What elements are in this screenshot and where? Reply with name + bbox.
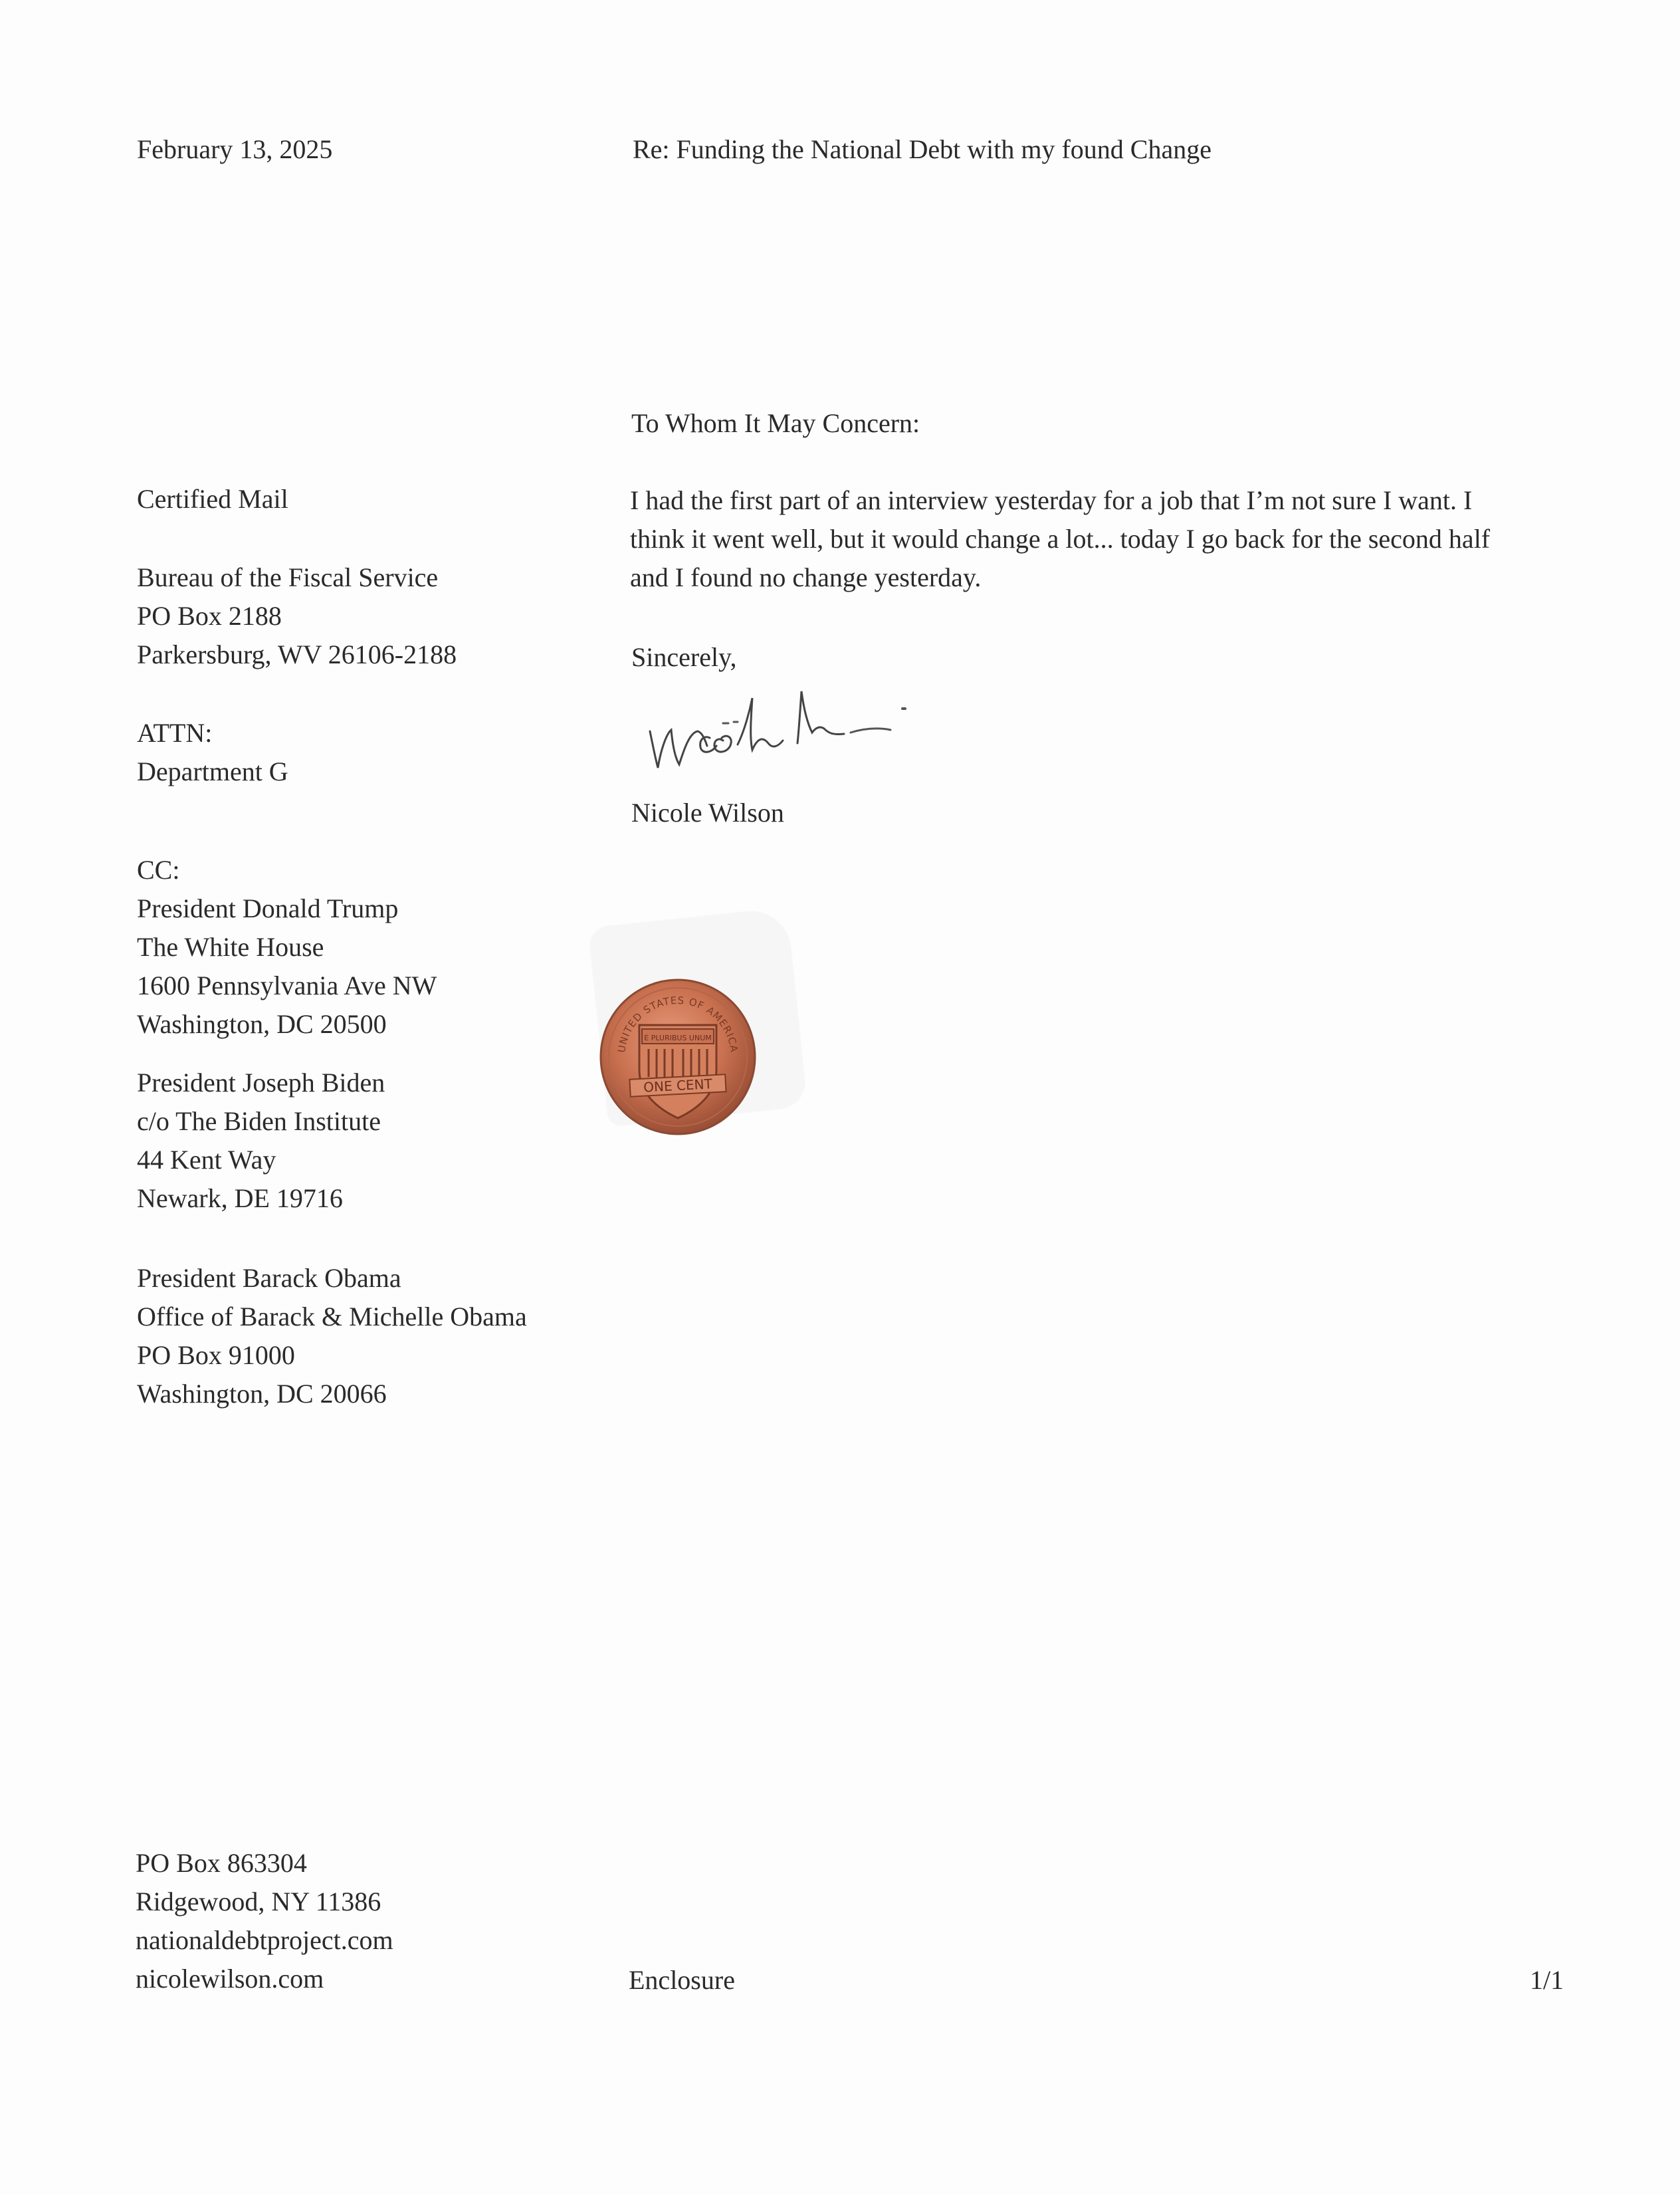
- letter-subject: Re: Funding the National Debt with my found Change: [633, 134, 1211, 164]
- cc-biden-block: [137, 1064, 385, 1218]
- address-line: President Donald Trump: [137, 893, 399, 923]
- enclosure-label: Enclosure: [629, 1965, 735, 1995]
- coin-bottom-text: ONE CENT: [643, 1076, 713, 1096]
- address-line: Washington, DC 20500: [137, 1009, 387, 1039]
- signer-name: Nicole Wilson: [631, 798, 784, 828]
- coin-top-text: UNITED STATES OF AMERICA: [615, 994, 740, 1054]
- attn-value: Department G: [137, 756, 288, 786]
- salutation: To Whom It May Concern:: [631, 408, 920, 438]
- attn-block: [137, 714, 288, 791]
- letter-date: February 13, 2025: [137, 134, 333, 164]
- address-line: Newark, DE 19716: [137, 1183, 343, 1213]
- penny-coin: [598, 977, 758, 1137]
- attn-label: ATTN:: [137, 718, 213, 748]
- address-line: 44 Kent Way: [137, 1145, 276, 1175]
- mail-type: Certified Mail: [137, 484, 288, 514]
- body-line: think it went well, but it would change a lot... today I go back for the second half: [630, 524, 1491, 554]
- cc-trump-block: [137, 851, 437, 1044]
- letter-body: [630, 481, 1574, 597]
- sender-line: Ridgewood, NY 11386: [136, 1887, 381, 1916]
- cc-obama-block: [137, 1259, 527, 1413]
- sender-address: [136, 1844, 393, 1998]
- coin-shield-text: E PLURIBUS UNUM: [644, 1034, 712, 1042]
- address-line: Bureau of the Fiscal Service: [137, 562, 439, 592]
- address-line: The White House: [137, 932, 324, 962]
- address-line: PO Box 91000: [137, 1340, 295, 1370]
- closing: Sincerely,: [631, 642, 737, 672]
- taped-penny: [572, 917, 811, 1130]
- address-line: President Joseph Biden: [137, 1068, 385, 1098]
- page-number: 1/1: [1530, 1965, 1564, 1995]
- cc-label: CC:: [137, 855, 180, 885]
- sender-line: nationaldebtproject.com: [136, 1925, 393, 1955]
- address-line: Parkersburg, WV 26106-2188: [137, 639, 457, 669]
- sender-line: PO Box 863304: [136, 1848, 307, 1878]
- address-line: President Barack Obama: [137, 1263, 401, 1293]
- body-line: I had the first part of an interview yesterday for a job that I’m not sure I want. I: [630, 485, 1473, 515]
- address-line: c/o The Biden Institute: [137, 1106, 381, 1136]
- handwritten-signature: [638, 671, 997, 791]
- sender-line: nicolewilson.com: [136, 1964, 324, 1994]
- address-line: Office of Barack & Michelle Obama: [137, 1302, 527, 1331]
- address-line: Washington, DC 20066: [137, 1379, 387, 1409]
- recipient-address: [137, 558, 457, 674]
- body-line: and I found no change yesterday.: [630, 562, 982, 592]
- address-line: 1600 Pennsylvania Ave NW: [137, 971, 437, 1000]
- address-line: PO Box 2188: [137, 601, 282, 631]
